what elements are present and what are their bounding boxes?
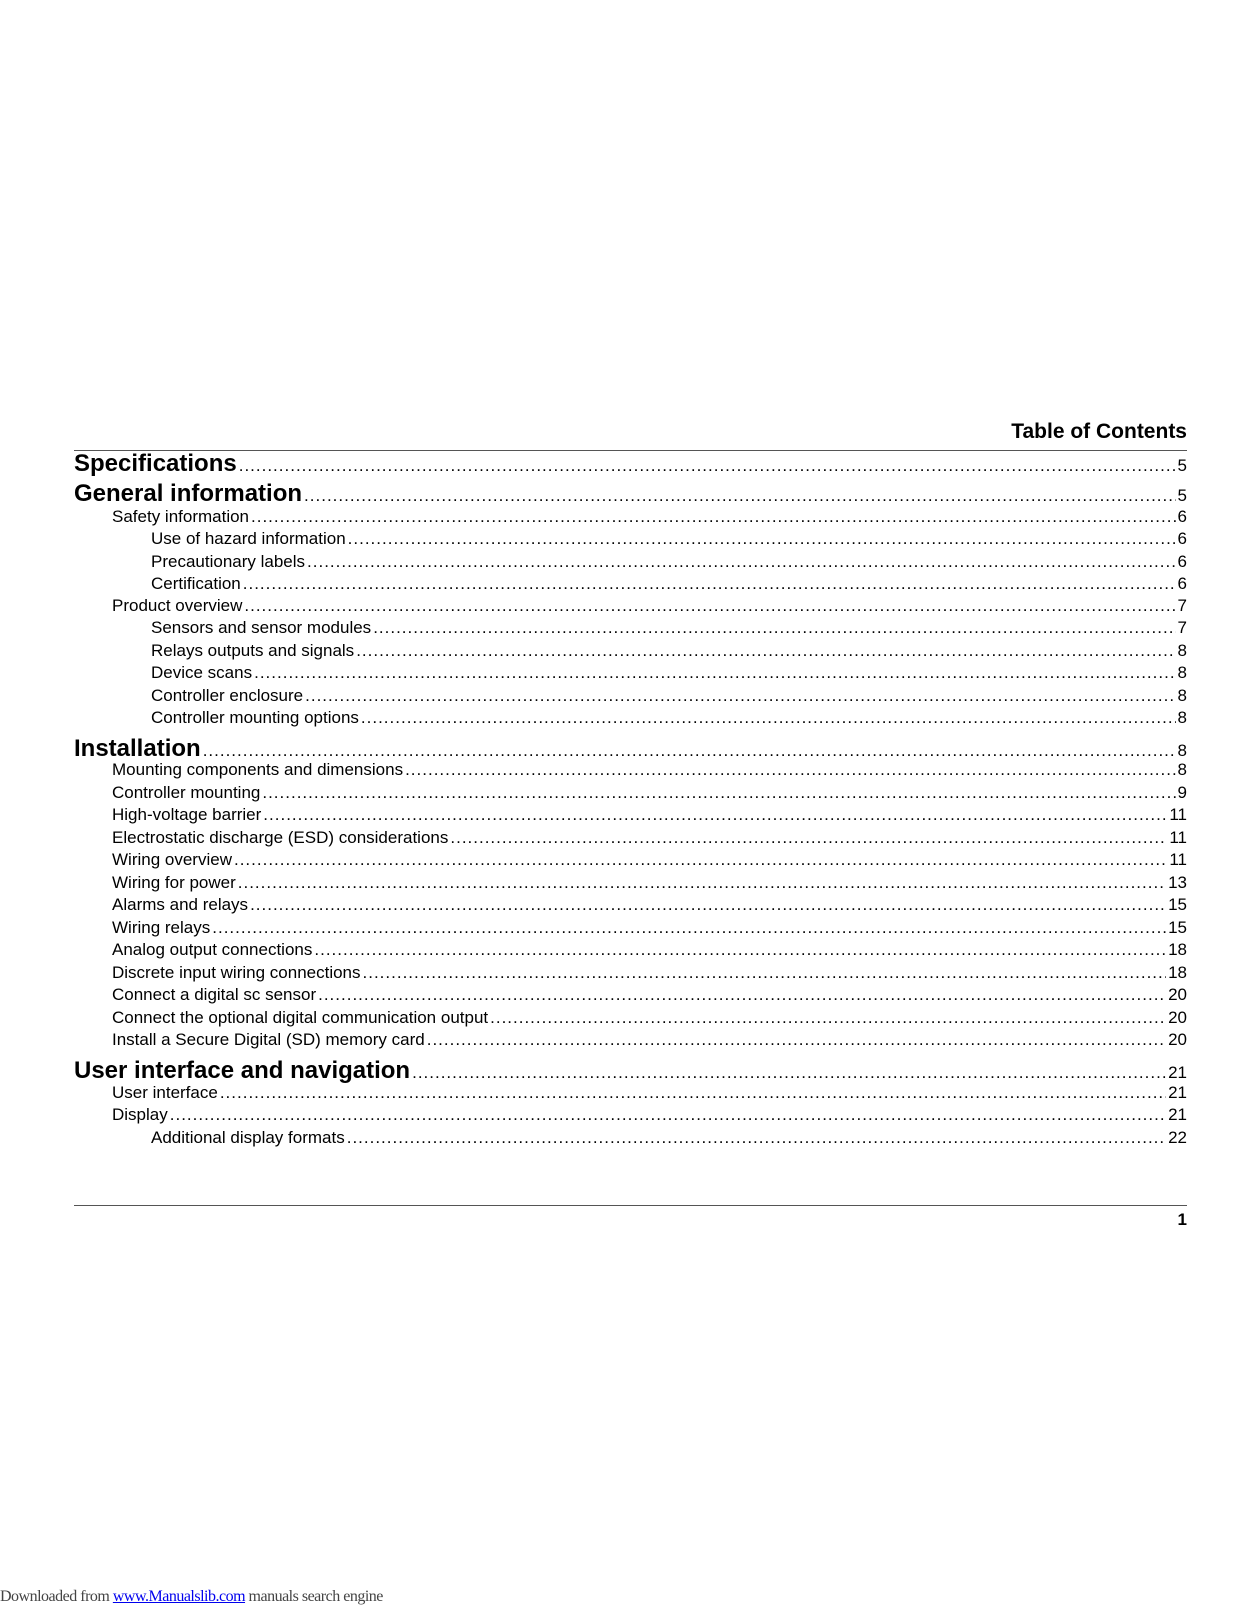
- toc-dot-leader: [250, 894, 1166, 916]
- toc-entry[interactable]: [74, 849, 1187, 871]
- toc-entry[interactable]: [74, 1104, 1187, 1126]
- toc-entry-page: 20: [1168, 1008, 1187, 1027]
- toc-entry-title: High-voltage barrier: [112, 805, 262, 824]
- toc-entry-page: 11: [1169, 828, 1187, 847]
- toc-dot-leader: [263, 804, 1167, 826]
- toc-dot-leader: [356, 640, 1175, 662]
- toc-dot-leader: [170, 1104, 1166, 1126]
- toc-entry[interactable]: [74, 984, 1187, 1006]
- toc-entry[interactable]: [74, 759, 1187, 781]
- toc-entry-title: Analog output connections: [112, 940, 313, 959]
- toc-entry-title: Wiring relays: [112, 918, 211, 937]
- toc-entry[interactable]: [74, 917, 1187, 939]
- toc-entry-page: 8: [1177, 663, 1187, 682]
- toc-entry-title: Safety information: [112, 507, 250, 526]
- toc-entry-title: Precautionary labels: [151, 552, 306, 571]
- toc-entry[interactable]: [74, 449, 1187, 481]
- toc-entry-title: Installation: [74, 735, 201, 762]
- download-footer: [0, 1587, 383, 1607]
- toc-dot-leader: [405, 759, 1175, 781]
- toc-entry-title: Wiring for power: [112, 873, 236, 892]
- toc-entry[interactable]: [74, 1007, 1187, 1029]
- toc-entry-title: Certification: [151, 574, 241, 593]
- toc-entry[interactable]: [74, 707, 1187, 729]
- toc-dot-leader: [307, 551, 1176, 573]
- toc-entry[interactable]: [74, 1029, 1187, 1051]
- toc-entry[interactable]: [74, 528, 1187, 550]
- toc-entry-page: 20: [1168, 1030, 1187, 1049]
- toc-entry[interactable]: [74, 573, 1187, 595]
- toc-entry-title: Additional display formats: [151, 1128, 345, 1147]
- toc-entry[interactable]: [74, 551, 1187, 573]
- toc-entry-page: 13: [1168, 873, 1187, 892]
- toc-entry-page: 6: [1177, 552, 1187, 571]
- toc-entry-page: 22: [1168, 1128, 1187, 1147]
- toc-entry-page: 20: [1168, 985, 1187, 1004]
- toc-entry-title: Controller enclosure: [151, 686, 304, 705]
- toc-dot-leader: [348, 528, 1176, 550]
- toc-dot-leader: [234, 849, 1167, 871]
- toc-entry[interactable]: [74, 872, 1187, 894]
- page-number: 1: [1177, 1210, 1187, 1229]
- toc-dot-leader: [262, 782, 1175, 804]
- footer-suffix: manuals search engine: [245, 1588, 383, 1605]
- toc-entry[interactable]: [74, 1127, 1187, 1149]
- toc-dot-leader: [361, 707, 1176, 729]
- toc-entry[interactable]: [74, 894, 1187, 916]
- manualslib-link[interactable]: www.Manualslib.com: [112, 1588, 246, 1605]
- bottom-divider: [74, 1205, 1187, 1206]
- toc-entry-page: 8: [1177, 641, 1187, 660]
- toc-entry-title: Display: [112, 1105, 168, 1124]
- toc-entry[interactable]: [74, 506, 1187, 528]
- toc-entry-title: Alarms and relays: [112, 895, 249, 914]
- toc-entry-page: 7: [1177, 618, 1187, 637]
- toc-dot-leader: [314, 939, 1166, 961]
- toc-entry-page: 9: [1177, 783, 1187, 802]
- toc-entry-title: Specifications: [74, 450, 237, 477]
- toc-entry-page: 15: [1168, 918, 1187, 937]
- toc-entry[interactable]: [74, 827, 1187, 849]
- toc-dot-leader: [220, 1082, 1166, 1104]
- toc-entry[interactable]: [74, 939, 1187, 961]
- toc-entry-page: 21: [1168, 1083, 1187, 1102]
- toc-entry-page: 8: [1177, 686, 1187, 705]
- toc-entry[interactable]: [74, 782, 1187, 804]
- toc-entry-title: Connect the optional digital communication output: [112, 1008, 489, 1027]
- toc-entry-page: 7: [1177, 596, 1187, 615]
- toc-dot-leader: [238, 872, 1166, 894]
- toc-entry-title: User interface: [112, 1083, 218, 1102]
- toc-entry-title: Product overview: [112, 596, 243, 615]
- toc-entry-page: 6: [1177, 574, 1187, 593]
- toc-entry[interactable]: [74, 617, 1187, 639]
- toc-entry-title: General information: [74, 480, 303, 507]
- toc-entry-title: Device scans: [151, 663, 253, 682]
- toc-entry-title: Connect a digital sc sensor: [112, 985, 317, 1004]
- toc-entry-page: 8: [1177, 708, 1187, 727]
- toc-dot-leader: [239, 451, 1176, 481]
- toc-entry-page: 18: [1168, 940, 1187, 959]
- toc-dot-leader: [212, 917, 1166, 939]
- toc-entry-page: 5: [1177, 456, 1187, 475]
- toc-entry[interactable]: [74, 804, 1187, 826]
- toc-entry-title: Install a Secure Digital (SD) memory card: [112, 1030, 425, 1049]
- toc-dot-leader: [363, 962, 1167, 984]
- toc-dot-leader: [254, 662, 1175, 684]
- toc-entry[interactable]: [74, 662, 1187, 684]
- toc-dot-leader: [243, 573, 1176, 595]
- toc-dot-leader: [251, 506, 1176, 528]
- toc-entry-page: 6: [1177, 507, 1187, 526]
- toc-dot-leader: [427, 1029, 1166, 1051]
- toc-entry-page: 18: [1168, 963, 1187, 982]
- toc-entry-title: Relays outputs and signals: [151, 641, 355, 660]
- toc-entry-page: 11: [1169, 850, 1187, 869]
- toc-entry-title: Controller mounting: [112, 783, 261, 802]
- toc-dot-leader: [318, 984, 1166, 1006]
- toc-entry-page: 8: [1177, 760, 1187, 779]
- toc-dot-leader: [305, 685, 1175, 707]
- toc-dot-leader: [450, 827, 1167, 849]
- toc-dot-leader: [490, 1007, 1166, 1029]
- toc-entry[interactable]: [74, 962, 1187, 984]
- footer-prefix: Downloaded from: [0, 1588, 113, 1605]
- toc-entry[interactable]: [74, 640, 1187, 662]
- toc-entry-page: 21: [1168, 1105, 1187, 1124]
- toc-entry-title: Sensors and sensor modules: [151, 618, 372, 637]
- toc-entry-page: 8: [1177, 741, 1187, 760]
- toc-list: [74, 0, 1187, 1600]
- toc-entry-page: 21: [1168, 1063, 1187, 1082]
- toc-heading: Table of Contents: [1011, 420, 1187, 443]
- toc-dot-leader: [347, 1127, 1166, 1149]
- toc-entry[interactable]: [74, 685, 1187, 707]
- toc-entry-title: User interface and navigation: [74, 1057, 411, 1084]
- toc-entry[interactable]: [74, 595, 1187, 617]
- toc-entry-page: 6: [1177, 529, 1187, 548]
- toc-entry-page: 11: [1169, 805, 1187, 824]
- toc-dot-leader: [373, 617, 1175, 639]
- toc-dot-leader: [244, 595, 1175, 617]
- toc-entry[interactable]: [74, 1082, 1187, 1104]
- toc-entry-title: Discrete input wiring connections: [112, 963, 361, 982]
- toc-entry-title: Controller mounting options: [151, 708, 359, 727]
- toc-entry-page: 15: [1168, 895, 1187, 914]
- toc-entry-title: Mounting components and dimensions: [112, 760, 404, 779]
- toc-entry-page: 5: [1177, 486, 1187, 505]
- toc-entry-title: Electrostatic discharge (ESD) considerations: [112, 828, 449, 847]
- toc-entry-title: Use of hazard information: [151, 529, 346, 548]
- toc-entry-title: Wiring overview: [112, 850, 232, 869]
